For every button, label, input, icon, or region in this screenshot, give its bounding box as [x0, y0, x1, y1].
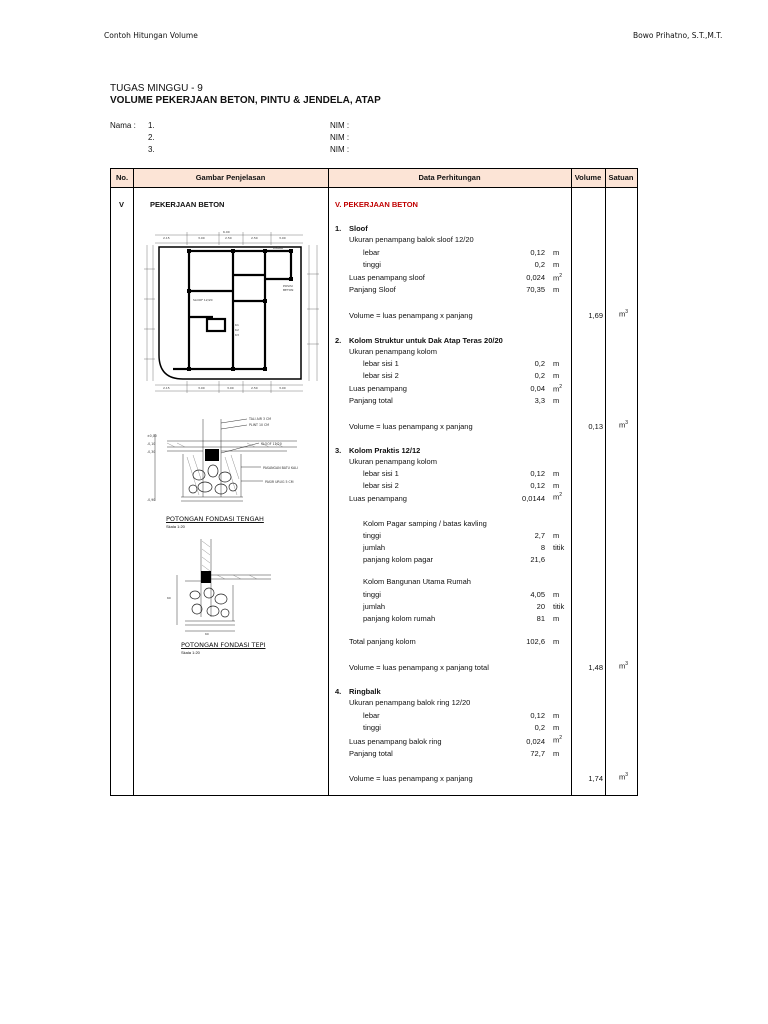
svg-text:2.50: 2.50	[251, 236, 258, 240]
student-number-1: 1.	[148, 121, 155, 130]
col-header-gambar: Gambar Penjelasan	[195, 173, 266, 182]
item-2-title: Kolom Struktur untuk Dak Atap Teras 20/20	[349, 336, 503, 345]
pagar-row-2-unit: titik	[553, 543, 565, 552]
rumah-row-1-label: tinggi	[363, 590, 381, 599]
pagar-row-3-label: panjang kolom pagar	[363, 555, 434, 564]
item-4-row-2-label: tinggi	[363, 723, 381, 732]
svg-text:2.15: 2.15	[163, 386, 170, 390]
svg-text:2.15: 2.15	[163, 236, 170, 240]
svg-text:TALI AIR 3 CM: TALI AIR 3 CM	[249, 417, 271, 421]
item-2-row-4-label: Panjang total	[349, 396, 393, 405]
item-1-row-3-label: Luas penampang sloof	[349, 273, 425, 282]
item-3-number: 3.	[335, 446, 342, 455]
pagar-row-1-unit: m	[553, 531, 560, 540]
item-2-row-1-value: 0,2	[534, 359, 545, 368]
rumah-row-2-value: 20	[536, 602, 545, 611]
item-2-row-1-label: lebar sisi 1	[363, 359, 399, 368]
item-4-satuan: $m^3$	[619, 772, 629, 782]
pagar-row-2-value: 8	[540, 543, 545, 552]
col-header-volume: Volume	[574, 173, 602, 182]
item-2-row-1-unit: m	[553, 359, 560, 368]
item-3-row-1-unit: m	[553, 469, 560, 478]
svg-text:PASANGAN BATU KALI: PASANGAN BATU KALI	[263, 466, 298, 470]
item-4-row-4-label: Panjang total	[349, 749, 393, 758]
foundation-edge-section-drawing	[161, 535, 281, 635]
item-1-title: Sloof	[349, 224, 368, 233]
assignment-title: TUGAS MINGGU - 9	[110, 83, 203, 94]
item-4-row-1-label: lebar	[363, 711, 380, 720]
svg-text:60: 60	[205, 632, 209, 635]
svg-text:PAGAR: PAGAR	[273, 246, 284, 250]
item-4-formula: Volume = luas penampang x panjang	[349, 774, 473, 783]
foundation-center-section-drawing	[147, 409, 317, 509]
item-1-row-2-unit: m	[553, 260, 560, 269]
item-1-row-1-unit: m	[553, 248, 560, 257]
item-2-satuan: $m^3$	[619, 420, 629, 430]
section-title: V. PEKERJAAN BETON	[335, 200, 418, 209]
item-1-subtitle: Ukuran penampang balok sloof 12/20	[349, 235, 474, 244]
nim-label-1: NIM :	[330, 121, 350, 130]
total-kolom-value: 102,6	[526, 637, 545, 646]
item-2-row-2-unit: m	[553, 371, 560, 380]
pagar-title: Kolom Pagar samping / batas kavling	[363, 519, 487, 528]
item-1-row-4-value: 70,35	[526, 285, 545, 294]
item-2-row-2-value: 0,2	[534, 371, 545, 380]
rumah-row-2-unit: titik	[553, 602, 565, 611]
item-4-number: 4.	[335, 687, 342, 696]
pagar-row-2-label: jumlah	[363, 543, 386, 552]
rumah-title: Kolom Bangunan Utama Rumah	[363, 577, 471, 586]
svg-text:K1: K1	[235, 323, 239, 327]
item-4-row-4-unit: m	[553, 749, 560, 758]
fondasi-tengah-label: POTONGAN FONDASI TENGAH	[166, 515, 264, 523]
gambar-title: PEKERJAAN BETON	[150, 200, 225, 209]
item-1-row-1-value: 0,12	[530, 248, 545, 257]
item-2-volume: 0,13	[588, 422, 603, 431]
svg-text:2.50: 2.50	[251, 386, 258, 390]
svg-text:K2: K2	[235, 328, 239, 332]
item-3-satuan: $m^3$	[619, 661, 629, 671]
student-number-2: 2.	[148, 133, 155, 142]
rumah-row-2-label: jumlah	[363, 602, 386, 611]
item-2-row-3-value: 0,04	[530, 384, 545, 393]
item-3-row-3-value: 0,0144	[522, 494, 545, 503]
item-3-row-3-unit: $m^2$	[553, 492, 563, 502]
svg-text:-0,10: -0,10	[147, 442, 156, 446]
assignment-subtitle: VOLUME PEKERJAAN BETON, PINTU & JENDELA, ATAP	[110, 95, 381, 106]
item-4-row-1-value: 0,12	[530, 711, 545, 720]
rumah-row-1-unit: m	[553, 590, 560, 599]
svg-text:PASIR URUG 5 CM: PASIR URUG 5 CM	[265, 480, 294, 484]
item-3-row-1-label: lebar sisi 1	[363, 469, 399, 478]
item-1-satuan: $m^3$	[619, 309, 629, 319]
item-4-subtitle: Ukuran penampang balok ring 12/20	[349, 698, 471, 707]
item-2-row-4-unit: m	[553, 396, 560, 405]
item-4-row-1-unit: m	[553, 711, 560, 720]
total-kolom-label: Total panjang kolom	[349, 637, 416, 646]
svg-text:SLOOF 12/20: SLOOF 12/20	[261, 442, 282, 446]
item-3-row-1-value: 0,12	[530, 469, 545, 478]
student-number-3: 3.	[148, 145, 155, 154]
item-1-number: 1.	[335, 224, 342, 233]
item-2-formula: Volume = luas penampang x panjang	[349, 422, 473, 431]
pagar-row-1-label: tinggi	[363, 531, 381, 540]
item-4-volume: 1,74	[588, 774, 603, 783]
item-3-formula: Volume = luas penampang x panjang total	[349, 663, 489, 672]
item-3-row-2-unit: m	[553, 481, 560, 490]
header-right: Bowo Prihatno, S.T.,M.T.	[633, 31, 723, 40]
item-3-volume: 1,48	[588, 663, 603, 672]
row-number: V	[119, 200, 125, 209]
svg-text:K3: K3	[235, 333, 239, 337]
item-2-row-3-label: Luas penampang	[349, 384, 407, 393]
item-2-number: 2.	[335, 336, 342, 345]
pagar-row-3-value: 21,6	[530, 555, 545, 564]
svg-text:-0,30: -0,30	[147, 450, 156, 454]
rumah-row-3-unit: m	[553, 614, 560, 623]
item-1-row-3-value: 0,024	[526, 273, 545, 282]
calculation-table	[110, 168, 638, 796]
rumah-row-1-value: 4,05	[530, 590, 545, 599]
pagar-row-1-value: 2,7	[534, 531, 545, 540]
item-2-row-4-value: 3,3	[534, 396, 545, 405]
nim-label-3: NIM :	[330, 145, 350, 154]
svg-text:-0,90: -0,90	[147, 498, 156, 502]
item-4-row-3-value: 0,024	[526, 737, 545, 746]
svg-text:POSISI: POSISI	[283, 284, 293, 288]
item-1-row-3-unit: $m^2$	[553, 273, 563, 283]
svg-text:±0,00: ±0,00	[147, 434, 157, 438]
item-2-row-2-label: lebar sisi 2	[363, 371, 399, 380]
fondasi-tengah-scale: Skala 1:20	[166, 524, 185, 529]
svg-text:BETON: BETON	[283, 288, 294, 292]
item-3-row-3-label: Luas penampang	[349, 494, 407, 503]
item-4-row-3-unit: $m^2$	[553, 735, 563, 745]
col-header-satuan: Satuan	[608, 173, 634, 182]
item-1-volume: 1,69	[588, 311, 603, 320]
svg-text:60: 60	[167, 596, 171, 600]
svg-text:6.00: 6.00	[223, 230, 230, 234]
item-2-subtitle: Ukuran penampang kolom	[349, 347, 437, 356]
rumah-row-3-value: 81	[536, 614, 545, 623]
item-2-row-3-unit: $m^2$	[553, 384, 563, 394]
item-4-title: Ringbalk	[349, 687, 381, 696]
svg-text:3.00: 3.00	[227, 386, 234, 390]
header-left: Contoh Hitungan Volume	[104, 31, 198, 40]
item-3-row-2-value: 0,12	[530, 481, 545, 490]
rumah-row-3-label: panjang kolom rumah	[363, 614, 436, 623]
svg-text:PLINT 10 CM: PLINT 10 CM	[249, 423, 270, 427]
item-4-row-2-value: 0,2	[534, 723, 545, 732]
item-1-row-1-label: lebar	[363, 248, 380, 257]
fondasi-tepi-label: POTONGAN FONDASI TEPI	[181, 641, 266, 649]
item-4-row-4-value: 72,7	[530, 749, 545, 758]
svg-text:2.50: 2.50	[225, 236, 232, 240]
total-kolom-unit: m	[553, 637, 560, 646]
item-1-row-4-label: Panjang Sloof	[349, 285, 396, 294]
col-header-data: Data Perhitungan	[418, 173, 481, 182]
nama-label: Nama :	[110, 121, 136, 130]
item-4-row-3-label: Luas penampang balok ring	[349, 737, 442, 746]
item-3-subtitle: Ukuran penampang kolom	[349, 457, 437, 466]
item-3-row-2-label: lebar sisi 2	[363, 481, 399, 490]
floor-plan-drawing	[143, 229, 323, 394]
item-4-row-2-unit: m	[553, 723, 560, 732]
svg-text:3.00: 3.00	[279, 236, 286, 240]
svg-text:SLOOF 12/20: SLOOF 12/20	[193, 298, 213, 302]
item-3-title: Kolom Praktis 12/12	[349, 446, 421, 455]
fondasi-tepi-scale: Skala 1:20	[181, 650, 200, 655]
item-1-row-2-label: tinggi	[363, 260, 381, 269]
svg-text:3.00: 3.00	[279, 386, 286, 390]
nim-label-2: NIM :	[330, 133, 350, 142]
item-1-formula: Volume = luas penampang x panjang	[349, 311, 473, 320]
svg-text:3.00: 3.00	[198, 386, 205, 390]
item-1-row-2-value: 0,2	[534, 260, 545, 269]
col-header-no: No.	[115, 173, 129, 182]
item-1-row-4-unit: m	[553, 285, 560, 294]
svg-text:3.00: 3.00	[198, 236, 205, 240]
